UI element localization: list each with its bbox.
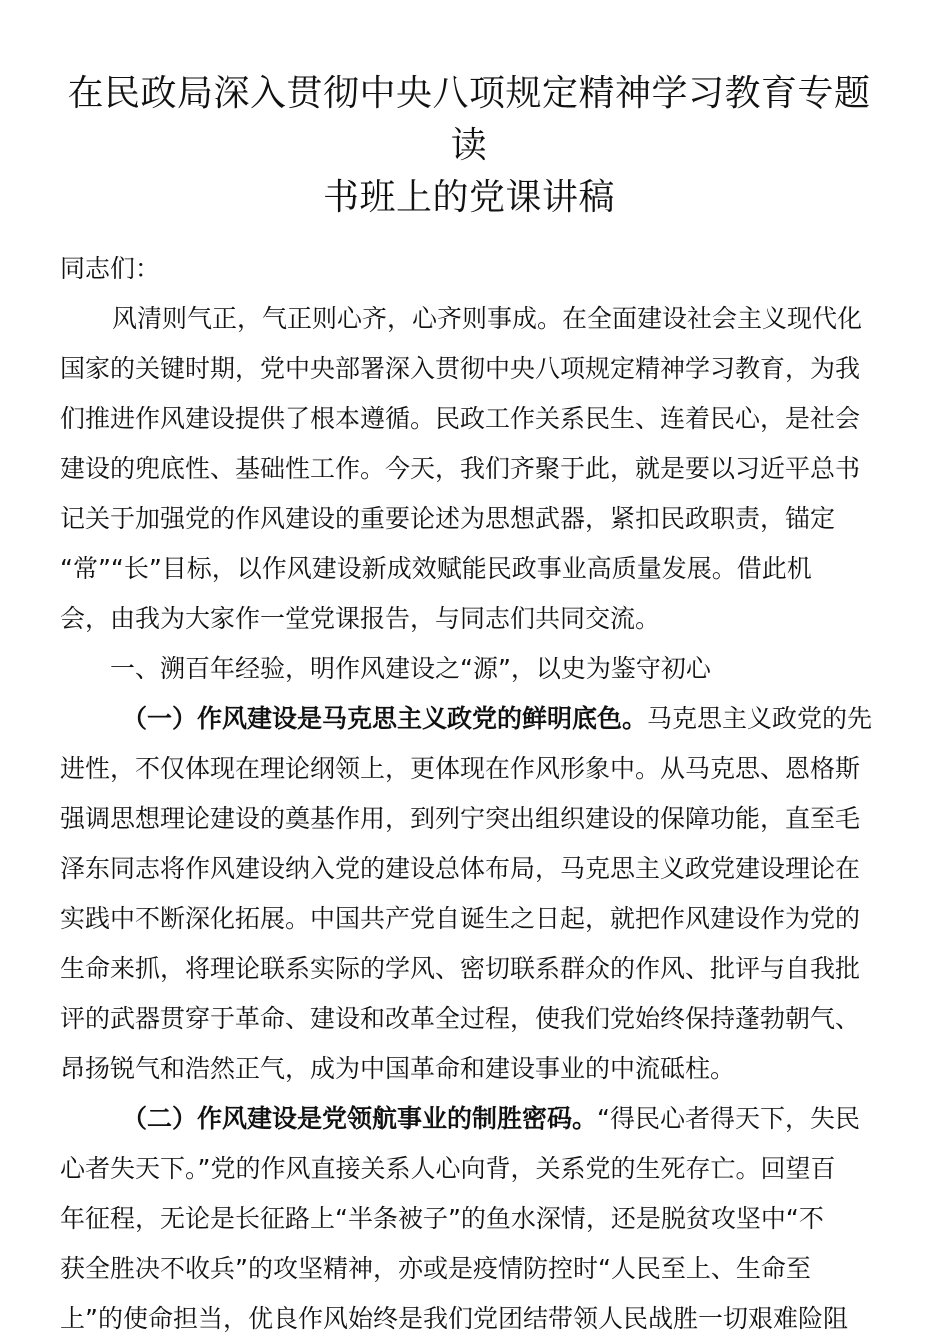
text-line: 记关于加强党的作风建设的重要论述为思想武器，紧扣民政职责，锚定 bbox=[60, 504, 836, 533]
text-line: 获全胜决不收兵”的攻坚精神，亦或是疫情防控时“人民至上、生命至 bbox=[60, 1254, 811, 1283]
text-line: 昂扬锐气和浩然正气，成为中国革命和建设事业的中流砥柱。 bbox=[60, 1054, 736, 1083]
text-line: 心者失天下。”党的作风直接关系人心向背，关系党的生死存亡。回望百 bbox=[60, 1154, 836, 1183]
section-heading: 一、溯百年经验，明作风建设之“源”，以史为鉴守初心 bbox=[110, 654, 711, 683]
text-line: 会，由我为大家作一堂党课报告，与同志们共同交流。 bbox=[60, 604, 661, 633]
salutation: 同志们： bbox=[60, 254, 161, 283]
text-line: 国家的关键时期，党中央部署深入贯彻中央八项规定精神学习教育，为我 bbox=[60, 354, 861, 383]
text-line: 风清则气正，气正则心齐，心齐则事成。在全面建设社会主义现代化 bbox=[112, 304, 863, 333]
text-line: 们推进作风建设提供了根本遵循。民政工作关系民生、连着民心，是社会 bbox=[60, 404, 861, 433]
title-line-2: 书班上的党课讲稿 bbox=[322, 177, 615, 218]
text-line: 泽东同志将作风建设纳入党的建设总体布局，马克思主义政党建设理论在 bbox=[60, 854, 861, 883]
paragraph-part-1 bbox=[60, 694, 878, 1094]
text-line: 评的武器贯穿于革命、建设和改革全过程，使我们党始终保持蓬勃朝气、 bbox=[60, 1004, 861, 1033]
text-line bbox=[60, 694, 878, 744]
subheading-bold: （二）作风建设是党领航事业的制胜密码。 bbox=[122, 1104, 598, 1133]
text-line: 强调思想理论建设的奠基作用，到列宁突出组织建设的保障功能，直至毛 bbox=[60, 804, 861, 833]
text-line: 实践中不断深化拓展。中国共产党自诞生之日起，就把作风建设作为党的 bbox=[60, 904, 861, 933]
text-line: 建设的兜底性、基础性工作。今天，我们齐聚于此，就是要以习近平总书 bbox=[60, 454, 861, 483]
text-line: 进性，不仅体现在理论纲领上，更体现在作风形象中。从马克思、恩格斯 bbox=[60, 754, 861, 783]
text-line: “常”“长”目标，以作风建设新成效赋能民政事业高质量发展。借此机 bbox=[60, 554, 812, 583]
text-line: 上”的使命担当，优良作风始终是我们党团结带领人民战胜一切艰难险阻 bbox=[60, 1304, 848, 1333]
subheading-bold: （一）作风建设是马克思主义政党的鲜明底色。 bbox=[122, 704, 648, 733]
text-run: 马克思主义政党的先 bbox=[647, 704, 873, 733]
document-title bbox=[60, 68, 878, 224]
text-line bbox=[60, 1094, 878, 1144]
title-line-1: 在民政局深入贯彻中央八项规定精神学习教育专题读 bbox=[67, 73, 871, 166]
paragraph-part-2 bbox=[60, 1094, 878, 1344]
intro-paragraph bbox=[60, 294, 878, 644]
text-line: 生命来抓，将理论联系实际的学风、密切联系群众的作风、批评与自我批 bbox=[60, 954, 861, 983]
text-line: 年征程，无论是长征路上“半条被子”的鱼水深情，还是脱贫攻坚中“不 bbox=[60, 1204, 824, 1233]
text-run: “得民心者得天下，失民 bbox=[597, 1104, 860, 1133]
